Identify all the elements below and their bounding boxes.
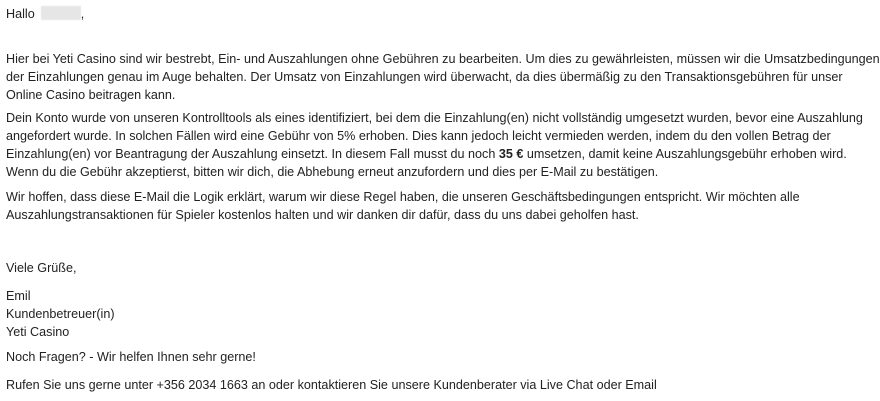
questions-line	[6, 348, 256, 366]
paragraph-line: Wir hoffen, dass diese E-Mail die Logik erklärt, warum wir diese Regel haben, die unseren Geschäftsbedingungen entspricht. Wir möchten alle	[6, 190, 800, 204]
paragraph-line: Dein Konto wurde von unseren Kontrolltools als eines identifiziert, bei dem die Einzahlung(en) nicht vollständig umgesetzt wurden, bevor eine Auszahlung	[6, 111, 863, 125]
wager-text-after: umsetzen, damit keine Auszahlungsgebühr erhoben wird.	[523, 147, 847, 161]
paragraph-account-notice	[6, 109, 863, 181]
signature-name: Emil	[6, 289, 31, 303]
greeting-suffix: ,	[80, 7, 85, 21]
paragraph-line: Wenn du die Gebühr akzeptierst, bitten wir dich, die Abhebung erneut anzufordern und dies per E-Mail zu bestätigen.	[6, 165, 659, 179]
paragraph-line: Online Casino beitragen kann.	[6, 88, 176, 102]
signature-role: Kundenbetreuer(in)	[6, 307, 115, 321]
paragraph-line: Auszahlungstransaktionen für Spieler kostenlos halten und wir danken dir dafür, dass du uns dabei geholfen hast.	[6, 208, 639, 222]
paragraph-line: angefordert wurde. In solchen Fällen wird eine Gebühr von 5% erhoben. Dies kann jedoch leicht vermieden werden, indem du den vollen Betrag der	[6, 129, 831, 143]
paragraph-explanation	[6, 188, 800, 224]
greeting-text: Hallo	[6, 7, 35, 21]
signature-company: Yeti Casino	[6, 325, 70, 339]
signature	[6, 287, 115, 341]
closing-text: Viele Grüße,	[6, 261, 77, 275]
paragraph-fee-policy	[6, 50, 880, 104]
closing	[6, 259, 76, 277]
contact-text: Rufen Sie uns gerne unter +356 2034 1663 an oder kontaktieren Sie unsere Kundenberater via Live Chat oder Email	[6, 378, 657, 392]
paragraph-line	[6, 145, 863, 163]
greeting-line	[6, 5, 84, 23]
redacted-name	[41, 6, 81, 20]
contact-line	[6, 376, 657, 394]
wager-text-before: Einzahlung(en) vor Beantragung der Auszahlung einsetzt. In diesem Fall musst du noch	[6, 147, 499, 161]
paragraph-line: der Einzahlungen genau im Auge behalten. Der Umsatz von Einzahlungen wird überwacht, da dies übermäßig zu den Transaktionsgebühren für unser	[6, 70, 843, 84]
paragraph-line: Hier bei Yeti Casino sind wir bestrebt, Ein- und Auszahlungen ohne Gebühren zu bearbeiten. Um dies zu gewährleisten, müssen wir die Umsatzbedingungen	[6, 52, 880, 66]
wager-amount: 35 €	[498, 147, 524, 161]
questions-text: Noch Fragen? - Wir helfen Ihnen sehr gerne!	[6, 350, 256, 364]
